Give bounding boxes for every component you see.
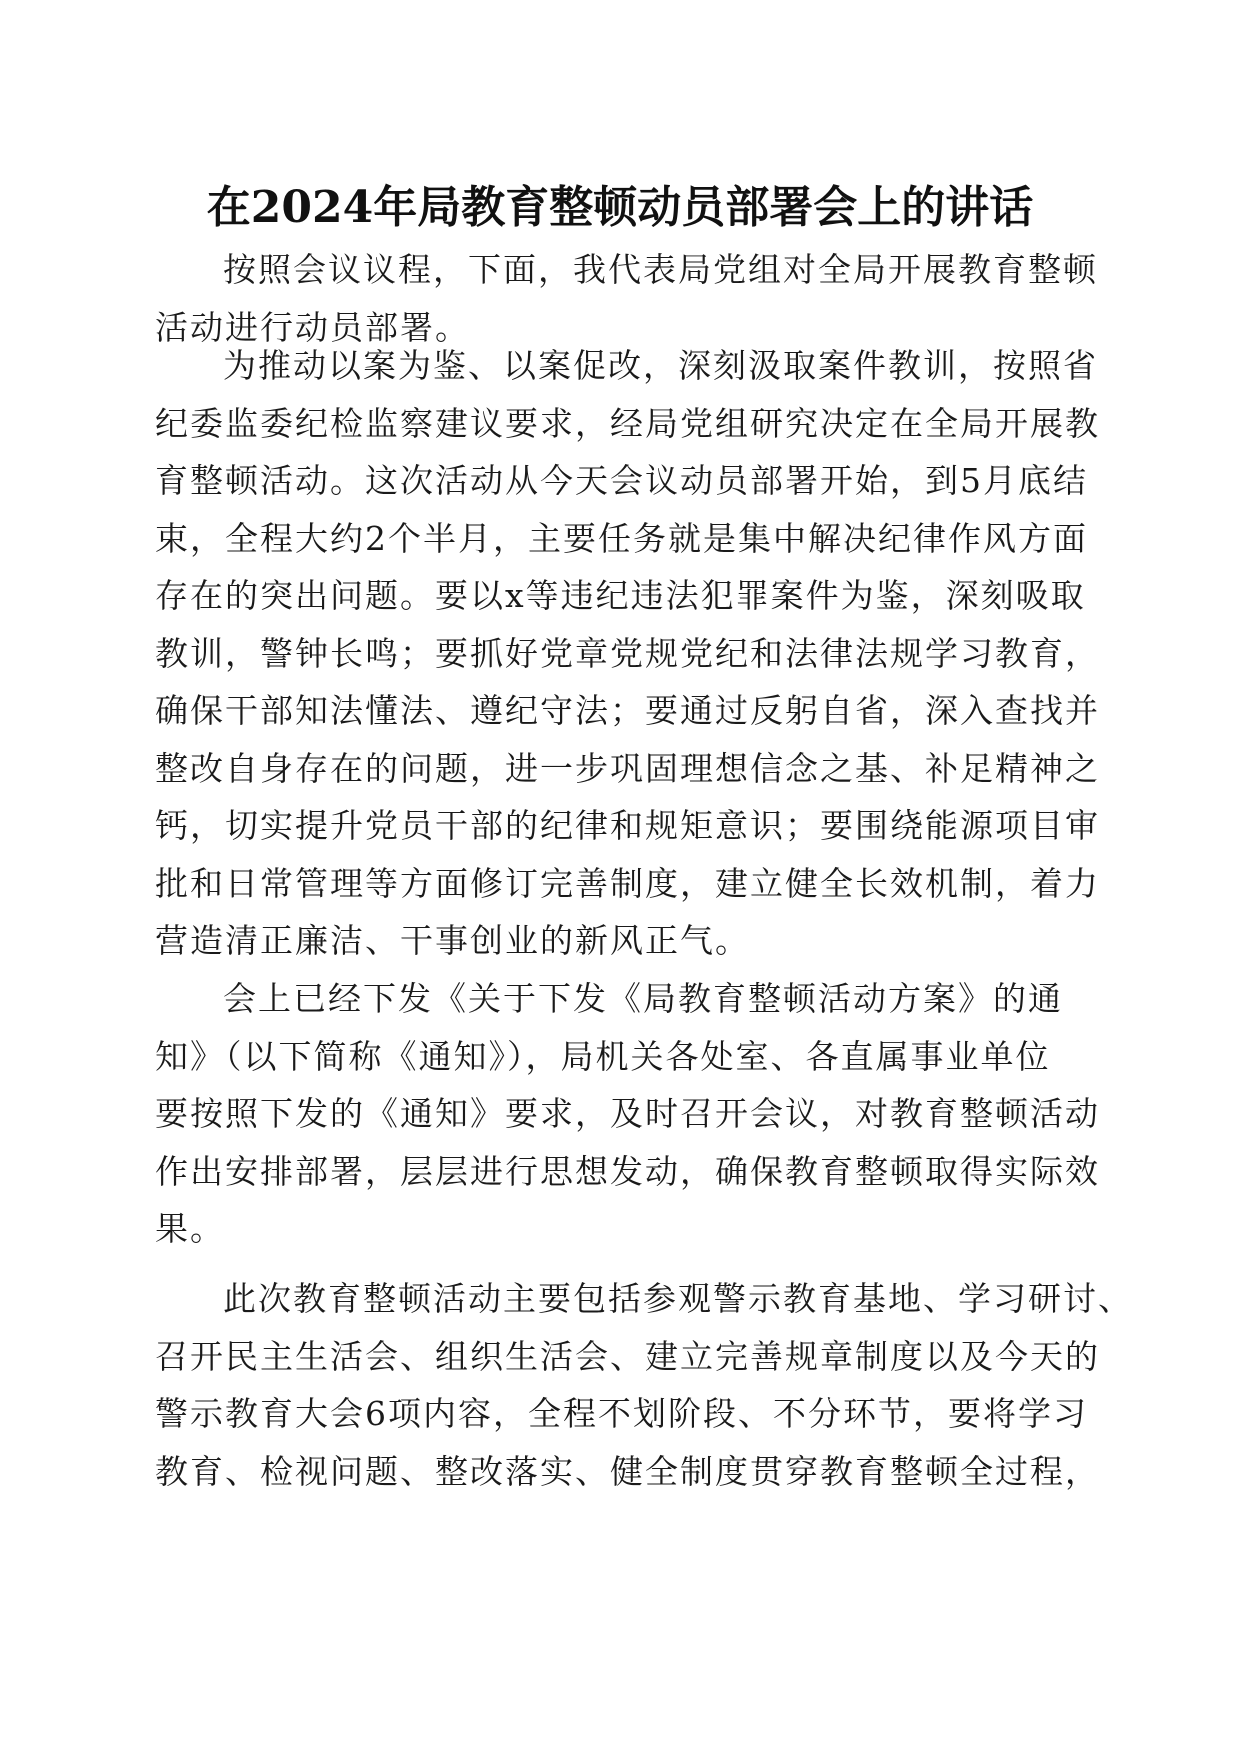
text-line: 存在的突出问题。要以x等违纪违法犯罪案件为鉴，深刻吸取	[155, 576, 1086, 615]
text-line: 此次教育整顿活动主要包括参观警示教育基地、学习研讨、	[223, 1279, 1133, 1318]
text-line: 召开民主生活会、组织生活会、建立完善规章制度以及今天的	[155, 1336, 1100, 1376]
text-line: 警示教育大会6项内容，全程不划阶段、不分环节，要将学习	[155, 1394, 1088, 1433]
text-line: 营造清正廉洁、干事创业的新风正气。	[155, 921, 750, 960]
text-line: 要按照下发的《通知》要求，及时召开会议，对教育整顿活动	[155, 1094, 1100, 1133]
text-line: 按照会议议程，下面，我代表局党组对全局开展教育整顿	[223, 250, 1098, 289]
text-line: 为推动以案为鉴、以案促改，深刻汲取案件教训，按照省	[223, 346, 1098, 385]
text-line: 教训，警钟长鸣；要抓好党章党规党纪和法律法规学习教育，	[155, 633, 1100, 673]
text-line: 育整顿活动。这次活动从今天会议动员部署开始，到5月底结	[155, 461, 1088, 500]
text-line: 活动进行动员部署。	[155, 307, 470, 347]
text-line: 知》（以下简称《通知》），局机关各处室、各直属事业单位	[155, 1036, 1051, 1076]
paragraph-3	[155, 970, 1100, 1258]
text-line: 确保干部知法懂法、遵纪守法；要通过反躬自省，深入查找并	[155, 691, 1100, 730]
text-line: 钙，切实提升党员干部的纪律和规矩意识；要围绕能源项目审	[155, 806, 1100, 845]
text-line: 作出安排部署，层层进行思想发动，确保教育整顿取得实际效	[155, 1151, 1100, 1191]
text-line: 整改自身存在的问题，进一步巩固理想信念之基、补足精神之	[155, 748, 1100, 788]
text-line: 果。	[155, 1209, 225, 1248]
text-line: 束，全程大约2个半月，主要任务就是集中解决纪律作风方面	[155, 518, 1088, 558]
text-line: 纪委监委纪检监察建议要求，经局党组研究决定在全局开展教	[155, 403, 1100, 443]
paragraph-4	[155, 1270, 1133, 1500]
text-line: 会上已经下发《关于下发《局教育整顿活动方案》的通	[223, 979, 1063, 1018]
text-line: 批和日常管理等方面修订完善制度，建立健全长效机制，着力	[155, 863, 1100, 903]
document-title: 在2024年局教育整顿动员部署会上的讲话	[206, 182, 1034, 233]
text-line: 教育、检视问题、整改落实、健全制度贯穿教育整顿全过程，	[155, 1451, 1100, 1491]
paragraph-2	[155, 337, 1100, 970]
